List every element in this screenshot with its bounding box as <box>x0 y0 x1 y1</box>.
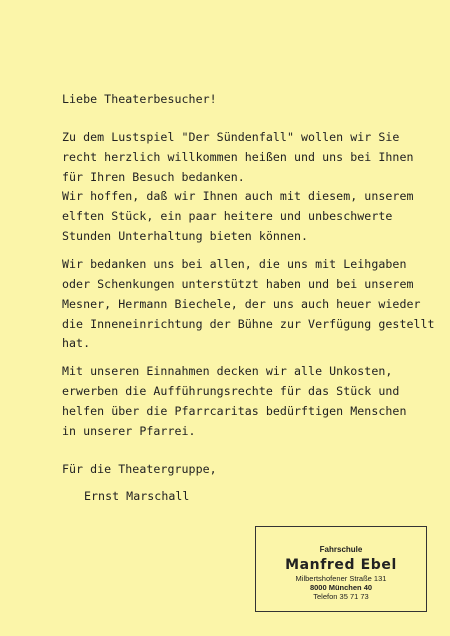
paragraph2-line: Mesner, Hermann Biechele, der uns auch heuer wieder <box>62 297 421 311</box>
ad-label: Fahrschule <box>319 545 363 554</box>
paragraph3-line: in unserer Pfarrei. <box>62 424 196 438</box>
ad-phone: Telefon 35 71 73 <box>313 592 369 601</box>
ad-city: 8000 München 40 <box>309 583 373 592</box>
paragraph1-line: Zu dem Lustspiel "Der Sündenfall" wollen wir Sie <box>62 130 400 144</box>
paragraph1-line: Wir hoffen, daß wir Ihnen auch mit diesem, unserem <box>62 189 414 203</box>
ad-business-name: Manfred Ebel <box>285 557 397 573</box>
paragraph3-line: erwerben die Aufführungsrechte für das Stück und <box>62 384 400 398</box>
paragraph2-line: die Inneneinrichtung der Bühne zur Verfügung gestellt <box>62 317 435 331</box>
paragraph2-line: Wir bedanken uns bei allen, die uns mit Leihgaben <box>62 257 407 271</box>
driving-school-advertisement <box>255 526 427 612</box>
paragraph1-line: elften Stück, ein paar heitere und unbeschwerte <box>62 209 393 223</box>
greeting: Liebe Theaterbesucher! <box>62 92 217 106</box>
paragraph3-line: helfen über die Pfarrcaritas bedürftigen Menschen <box>62 404 407 418</box>
paragraph1-line: für Ihren Besuch bedanken. <box>62 170 245 184</box>
closing: Für die Theatergruppe, <box>62 462 217 476</box>
ad-street: Milbertshofener Straße 131 <box>295 574 387 583</box>
paragraph1-line: Stunden Unterhaltung bieten können. <box>62 229 309 243</box>
paragraph2-line: hat. <box>62 336 91 350</box>
signature: Ernst Marschall <box>84 489 190 503</box>
paragraph2-line: oder Schenkungen unterstützt haben und bei unserem <box>62 277 414 291</box>
paragraph1-line: recht herzlich willkommen heißen und uns bei Ihnen <box>62 150 414 164</box>
paragraph3-line: Mit unseren Einnahmen decken wir alle Unkosten, <box>62 364 393 378</box>
